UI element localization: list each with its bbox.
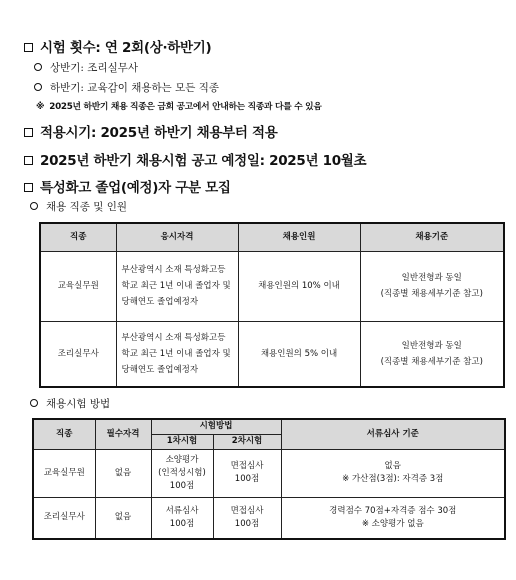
doc-criteria-cell: 경력점수 70점+자격증 점수 30점 ※ 소양평가 없음 [281,497,505,539]
header-doc-criteria: 서류심사 기준 [281,419,505,449]
job-cell: 조리실무사 [40,321,116,387]
required-cell: 없음 [95,449,151,497]
header-qualification: 응시자격 [116,223,238,251]
recruit-heading: 특성화고 졸업(예정)자 구분 모집 [24,176,231,196]
job-cell: 교육실무원 [33,449,95,497]
notice-date-heading: 2025년 하반기 채용시험 공고 예정일: 2025년 10월초 [24,149,366,169]
table-row [40,321,504,387]
jobs-table [39,222,505,388]
table-header-row [40,223,504,251]
square-bullet-icon [24,156,33,165]
circle-bullet-icon [34,83,42,91]
header-method: 시험방법 [151,419,281,434]
second-exam-cell: 면접심사 100점 [213,497,281,539]
square-bullet-icon [24,183,33,192]
header-job: 직종 [40,223,116,251]
circle-bullet-icon [34,63,42,71]
count-cell: 채용인원의 10% 이내 [238,251,360,321]
header-criteria: 채용기준 [360,223,504,251]
header-job: 직종 [33,419,95,449]
qualification-cell: 부산광역시 소재 특성화고등 학교 최근 1년 이내 졸업자 및 당해연도 졸업예정자 [116,251,238,321]
first-exam-cell: 소양평가 (인적성시험) 100점 [151,449,213,497]
criteria-cell: 일반전형과 동일 (직종별 채용세부기준 참고) [360,251,504,321]
header-count: 채용인원 [238,223,360,251]
note-line: ※ 2025년 하반기 채용 직종은 금회 공고에서 안내하는 직종과 다를 수 있음 [36,102,322,112]
exam-count-heading: 시험 횟수: 연 2회(상·하반기) [24,36,211,56]
jobs-count-subheading: 채용 직종 및 인원 [30,199,127,214]
count-cell: 채용인원의 5% 이내 [238,321,360,387]
square-bullet-icon [24,128,33,137]
required-cell: 없음 [95,497,151,539]
table-row [33,497,505,539]
exam-method-table [32,418,506,540]
header-first-exam: 1차시험 [151,434,213,449]
second-half-item: 하반기: 교육감이 채용하는 모든 직종 [34,80,219,95]
circle-bullet-icon [30,399,38,407]
qualification-cell: 부산광역시 소재 특성화고등 학교 최근 1년 이내 졸업자 및 당해연도 졸업예정자 [116,321,238,387]
note-mark: ※ [36,102,45,112]
first-exam-cell: 서류심사 100점 [151,497,213,539]
exam-method-subheading: 채용시험 방법 [30,396,110,411]
square-bullet-icon [24,43,33,52]
job-cell: 조리실무사 [33,497,95,539]
table-row [40,251,504,321]
table-row [33,449,505,497]
second-exam-cell: 면접심사 100점 [213,449,281,497]
criteria-cell: 일반전형과 동일 (직종별 채용세부기준 참고) [360,321,504,387]
header-second-exam: 2차시험 [213,434,281,449]
first-half-item: 상반기: 조리실무사 [34,60,138,75]
circle-bullet-icon [30,202,38,210]
header-required: 필수자격 [95,419,151,449]
table-header-row [33,419,505,434]
job-cell: 교육실무원 [40,251,116,321]
doc-criteria-cell: 없음 ※ 가산점(3점): 자격증 3점 [281,449,505,497]
apply-period-heading: 적용시기: 2025년 하반기 채용부터 적용 [24,121,277,141]
